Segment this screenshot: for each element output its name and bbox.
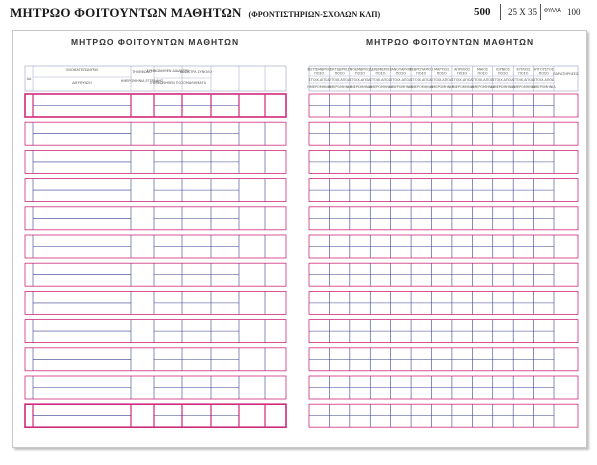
divider: [540, 4, 541, 20]
register-sheet: [12, 30, 587, 448]
month-sub-header: ΠΟΣΟ: [334, 71, 345, 76]
product-title: [10, 5, 380, 21]
month-sub-label: ΣΤΟΙΧ.ΑΠΟΔ: [390, 78, 412, 82]
month-sub-header: ΠΟΣΟ: [497, 71, 508, 76]
month-sub-header: ΠΟΣΟ: [538, 71, 549, 76]
month-sub-header: ΠΟΣΟ: [355, 71, 366, 76]
month-sub-header: ΠΟΣΟ: [416, 71, 427, 76]
product-code: 500: [474, 6, 491, 18]
month-sub-label: ΣΤΟΙΧ.ΑΠΟΔ: [349, 78, 371, 82]
month-sub-label: ΣΤΟΙΧ.ΑΠΟΔ: [329, 78, 351, 82]
month-sub-label: ΗΜΕΡΟΜΗΝΙΑ: [348, 85, 372, 89]
month-sub-label: ΣΤΟΙΧ.ΑΠΟΔ: [492, 78, 514, 82]
month-sub-header: ΠΟΣΟ: [375, 71, 386, 76]
month-sub-label: ΗΜΕΡΟΜΗΝΙΑ: [389, 85, 413, 89]
header-aa: ΑΑ: [26, 77, 32, 81]
leaves-count: 100: [567, 7, 581, 17]
header-course: ΜΑΘΗΜΑΤΑ: [185, 81, 207, 85]
month-header: ΣΕΠΤΕΜΒΡΙΟΣ: [307, 67, 332, 72]
header-address: ΔΙΕΥΘΥΝΣΗ: [72, 81, 92, 85]
header-fee-amount: ΣΥΜΦΩΝΗΘΕΝ ΠΟΣΟ: [150, 81, 186, 85]
month-header: ΔΕΚΕΜΒΡΙΟΣ: [369, 67, 392, 72]
month-header: ΑΥΓΟΥΣΤΟΣ: [533, 67, 554, 72]
month-header: ΙΟΥΛΙΟΣ: [516, 67, 531, 72]
month-sub-label: ΗΜΕΡΟΜΗΝΙΑ: [511, 85, 536, 89]
month-sub-label: ΗΜΕΡΟΜΗΝΙΑ: [409, 85, 434, 89]
header-phone: ΤΗΛΕΦΩΝΟ: [132, 70, 152, 74]
month-sub-label: ΗΜΕΡΟΜΗΝΙΑ: [450, 85, 474, 89]
catalog-header: [0, 0, 597, 26]
month-header: ΝΟΕΜΒΡΙΟΣ: [349, 67, 371, 72]
month-sub-label: ΗΜΕΡΟΜΗΝΙΑ: [429, 85, 454, 89]
month-sub-label: ΗΜΕΡΟΜΗΝΙΑ: [531, 85, 556, 89]
month-sub-label: ΣΤΟΙΧ.ΑΠΟΔ: [512, 78, 534, 82]
divider: [500, 4, 501, 20]
leaves-label: ΦΥΛΛΑ: [544, 8, 561, 14]
month-header: ΜΑΙΟΣ: [477, 67, 489, 72]
month-header: ΑΠΡΙΛΙΟΣ: [454, 67, 471, 72]
month-sub-label: ΣΤΟΙΧ.ΑΠΟΔ: [410, 78, 432, 82]
header-agreed-fee: ΣΥΜΦΩΝΗΘΕΝ ΔΙΔΑΚΤΡΟ: [146, 69, 190, 73]
left-page-title: ΜΗΤΡΩΟ ΦΟΙΤΟΥΝΤΩΝ ΜΑΘΗΤΩΝ: [71, 37, 240, 47]
month-sub-label: ΗΜΕΡΟΜΗΝΙΑ: [327, 85, 352, 89]
month-sub-header: ΠΟΣΟ: [314, 71, 325, 76]
month-sub-label: ΣΤΟΙΧ.ΑΠΟΔ: [431, 78, 453, 82]
month-sub-label: ΗΜΕΡΟΜΗΝΙΑ: [491, 85, 515, 89]
month-sub-header: ΠΟΣΟ: [477, 71, 488, 76]
month-sub-label: ΗΜΕΡΟΜΗΝΙΑ: [307, 85, 332, 89]
right-page-title: ΜΗΤΡΩΟ ΦΟΙΤΟΥΝΤΩΝ ΜΑΘΗΤΩΝ: [366, 37, 535, 47]
month-sub-label: ΗΜΕΡΟΜΗΝΙΑ: [368, 85, 393, 89]
month-sub-label: ΣΤΟΙΧ.ΑΠΟΔ: [451, 78, 473, 82]
month-sub-header: ΠΟΣΟ: [436, 71, 447, 76]
header-student-name: ΟΝΟΜΑΤΕΠΩΝΥΜΟ: [65, 68, 99, 72]
month-sub-header: ΠΟΣΟ: [457, 71, 468, 76]
month-sub-label: ΣΤΟΙΧ.ΑΠΟΔ: [471, 78, 494, 82]
month-header: ΙΟΥΝΙΟΣ: [495, 67, 511, 72]
product-size: 25 X 35: [508, 7, 537, 17]
month-sub-label: ΗΜΕΡΟΜΗΝΙΑ: [470, 85, 495, 89]
month-header: ΟΚΤΩΒΡΙΟΣ: [329, 67, 350, 72]
header-remarks: ΠΑΡΑΤΗΡΗΣΕΙΣ: [553, 72, 579, 76]
product-subtitle: (ΦΡΟΝΤΙΣΤΗΡΙΩΝ-ΣΧΟΛΩΝ ΚΛΠ): [248, 10, 381, 19]
month-sub-header: ΠΟΣΟ: [395, 71, 406, 76]
month-sub-header: ΠΟΣΟ: [518, 71, 529, 76]
month-sub-label: ΣΤΟΙΧ.ΑΠΟΔ: [533, 78, 555, 82]
register-grid: [13, 31, 586, 447]
month-sub-label: ΣΤΟΙΧ.ΑΠΟΔ: [369, 78, 392, 82]
month-header: ΙΑΝΟΥΑΡΙΟΣ: [390, 67, 412, 72]
header-start-date: ΗΜΕΡΟΜΗΝΙΑ ΕΓΓΡΑΦΗΣ: [120, 79, 164, 83]
month-header: ΜΑΡΤΙΟΣ: [434, 67, 450, 72]
month-header: ΦΕΒΡΟΥΑΡΙΟΣ: [409, 67, 434, 72]
month-sub-label: ΣΤΟΙΧ.ΑΠΟΔ: [308, 78, 330, 82]
product-title-text: ΜΗΤΡΩΟ ΦΟΙΤΟΥΝΤΩΝ ΜΑΘΗΤΩΝ: [10, 5, 242, 20]
header-tuition-total: ΔΙΔΑΚΤΡΑ ΣΥΝΟΛΟ: [179, 70, 213, 74]
